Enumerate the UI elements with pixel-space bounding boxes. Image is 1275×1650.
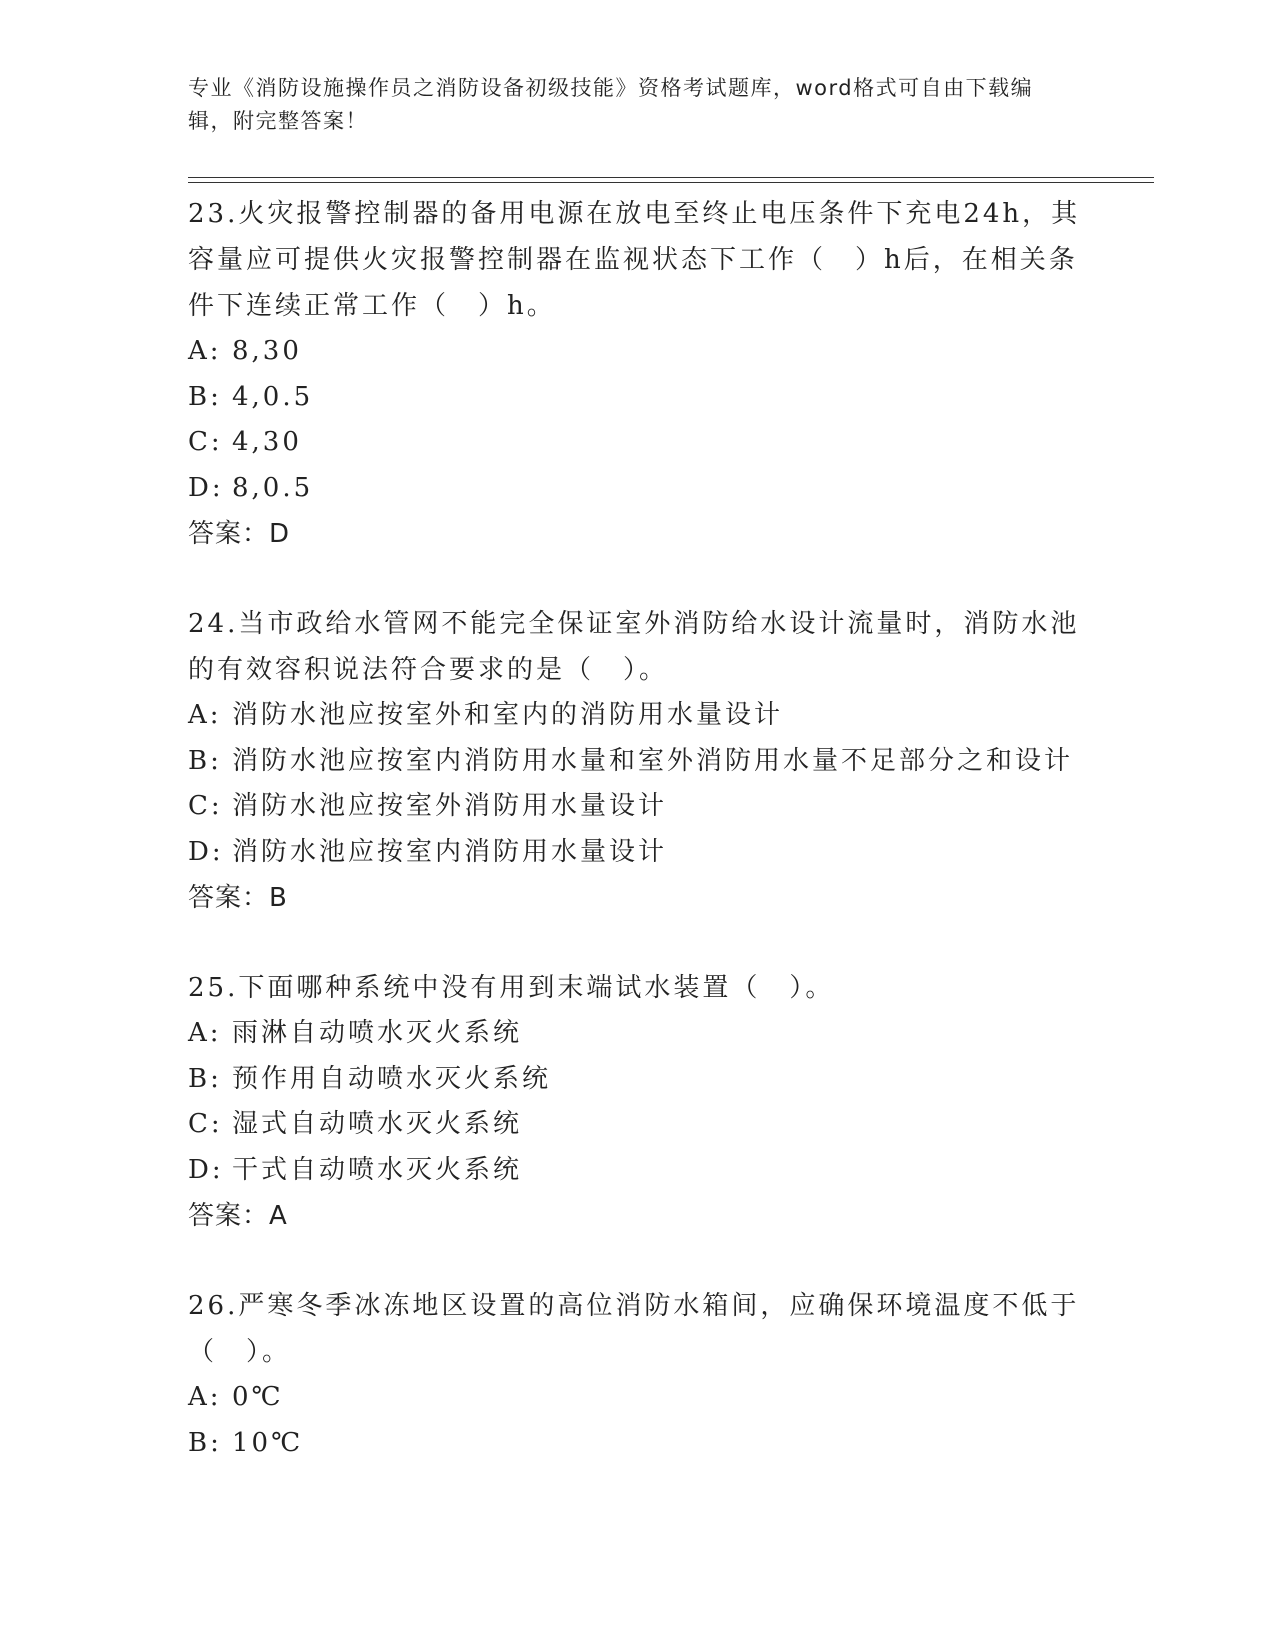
question-stem: 25.下面哪种系统中没有用到末端试水装置（ ）。 (188, 973, 835, 1003)
option-text: 4,30 (232, 427, 302, 457)
answer-line: 答案：B (188, 883, 288, 913)
option-letter: B: (188, 1063, 222, 1094)
option-a (188, 329, 1088, 375)
option-text: 0℃ (232, 1382, 284, 1412)
option-text: 消防水池应按室内消防用水量设计 (232, 836, 668, 867)
answer-line: 答案：D (188, 519, 291, 549)
question-stem: 23.火灾报警控制器的备用电源在放电至终止电压条件下充电24h，其容量应可提供火灾报警控制器在监视状态下工作（ ）h后，在相关条件下连续正常工作（ ）h。 (188, 199, 1081, 321)
option-letter: C: (188, 791, 223, 821)
question-23 (188, 191, 1088, 557)
option-d (188, 1148, 1088, 1194)
option-d (188, 466, 1088, 512)
option-text: 消防水池应按室外消防用水量设计 (232, 791, 668, 821)
option-letter: D: (188, 836, 224, 867)
option-text: 10℃ (232, 1427, 304, 1458)
option-letter: A: (188, 1382, 222, 1412)
option-letter: A: (188, 700, 222, 730)
option-letter: D: (188, 472, 224, 503)
question-stem: 26.严寒冬季冰冻地区设置的高位消防水箱间，应确保环境温度不低于（ ）。 (188, 1291, 1080, 1367)
option-a (188, 693, 1088, 739)
option-letter: C: (188, 427, 223, 457)
option-text: 雨淋自动喷水灭火系统 (232, 1018, 523, 1048)
option-letter: A: (188, 336, 222, 366)
option-b (188, 1057, 1088, 1103)
option-b (188, 375, 1088, 421)
option-letter: B: (188, 1427, 222, 1458)
option-letter: B: (188, 381, 222, 412)
option-letter: C: (188, 1109, 223, 1139)
question-stem: 24.当市政给水管网不能完全保证室外消防给水设计流量时，消防水池的有效容积说法符合要求的是（ ）。 (188, 609, 1080, 685)
option-c (188, 420, 1088, 466)
option-text: 消防水池应按室内消防用水量和室外消防用水量不足部分之和设计 (232, 745, 1074, 776)
question-26 (188, 1283, 1088, 1466)
option-letter: D: (188, 1154, 224, 1185)
option-b (188, 739, 1088, 785)
option-letter: A: (188, 1018, 222, 1048)
option-text: 预作用自动喷水灭火系统 (232, 1063, 552, 1094)
option-c (188, 784, 1088, 830)
option-text: 8,0.5 (232, 472, 314, 503)
option-a (188, 1011, 1088, 1057)
header-divider-top (188, 177, 1154, 178)
question-list (188, 191, 1088, 1510)
question-24 (188, 601, 1088, 921)
option-text: 干式自动喷水灭火系统 (232, 1154, 523, 1185)
option-text: 消防水池应按室外和室内的消防用水量设计 (232, 700, 784, 730)
option-text: 8,30 (232, 336, 302, 366)
document-header: 专业《消防设施操作员之消防设备初级技能》资格考试题库，word格式可自由下载编辑，附完整答案！ (188, 76, 1034, 133)
option-d (188, 830, 1088, 876)
answer-line: 答案：A (188, 1201, 288, 1231)
option-b (188, 1421, 1088, 1467)
option-a (188, 1375, 1088, 1421)
option-c (188, 1102, 1088, 1148)
option-text: 湿式自动喷水灭火系统 (232, 1109, 523, 1139)
question-25 (188, 965, 1088, 1239)
option-letter: B: (188, 745, 222, 776)
option-text: 4,0.5 (232, 381, 314, 412)
header-divider-bottom (188, 182, 1154, 183)
